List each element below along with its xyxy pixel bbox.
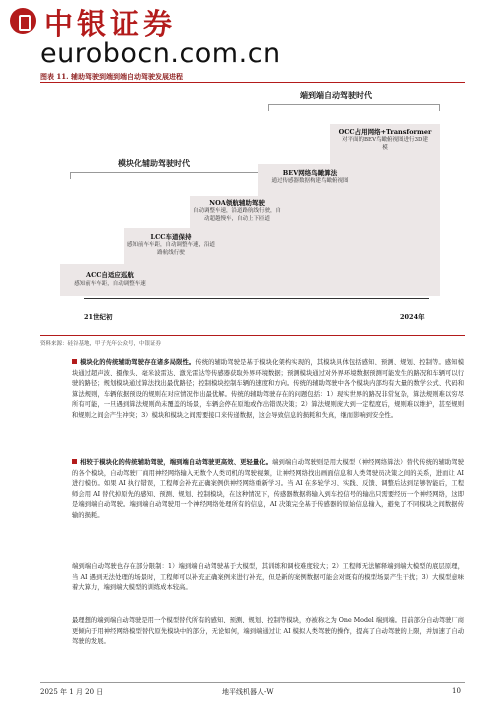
stage-lcc-title: LCC车道保持 — [150, 233, 192, 241]
divider — [40, 82, 465, 83]
footer-divider — [40, 682, 465, 683]
axis-start-label: 21世纪初 — [84, 313, 113, 321]
stage-acc-desc: 感知前车车距，自动调整车速 — [74, 281, 146, 287]
page-number: 10 — [452, 687, 461, 695]
stage-noa-desc: 自动调整车速，沿道路航线行驶，自动超越慢车，自动上下匝道 — [192, 208, 281, 222]
era-label-end-to-end: 端到端自动驾驶时代 — [300, 90, 372, 100]
paragraph-2-text: 端到端自动驾驶则是用大模型（神经网络算法）替代传统的辅助驾驶的各个模块，自动驾驶厂商用神经网络输入无数个人类司机的驾驶视频，让神经网络找出画面信息和人类驾驶员决策之间的关系，进而让 AI 进行模仿。如果 AI 执行错误，工程师会补充正确案例供神经网络重新学习。当 AI 在多轮学习、实践、反馈、调整后达到足够智能后，工程师会用 AI 替代掉原先的感知、预测、规划、控制模块，在这种情况下，传感器数据将输入到车控信号的输出只需要经历一个神经网络，这即是端到端自动驾驶。端到端自动驾驶用一个神经网络处理所有的信息，AI 决策完全基于传感器的原始信息输入，避免了不同模块之间数据传输的损耗。 — [72, 459, 465, 519]
paragraph-4 — [72, 616, 464, 648]
footer-title: 地平线机器人-W — [222, 688, 274, 696]
timeline-axis — [84, 298, 429, 299]
paragraph-2 — [72, 458, 464, 522]
bullet-square-icon — [72, 359, 77, 364]
paragraph-3-text: 端到端自动驾驶也存在部分限制：1）端到端自动驾驶基于大模型，其训练和调校难度较大；2）工程师无法解释端到端大模型的底层原理，当 AI 遇到无法处理的场景时，工程师可以补充正确案例来进行补充，但是新的案例数据可能会对既有的模型场景产生干扰；3）大模型意味着大算力，端到端大模型的训练成本较高。 — [72, 563, 464, 592]
logo-text: 中银证券 — [44, 7, 177, 41]
paragraph-1 — [72, 358, 464, 422]
figure-source: 资料来源：硅谷基地，甲子光年公众号，中银证券 — [40, 341, 162, 347]
stage-acc-title: ACC自适应巡航 — [86, 271, 134, 279]
stage-occ-desc: 对平面的BEV鸟瞰俯视图进行3D建模 — [342, 137, 428, 151]
figure-title: 图表 11. 辅助驾驶到端到端自动驾驶发展进程 — [40, 72, 184, 81]
paragraph-2-lead: 相较于模块化的传统辅助驾驶，端到端自动驾驶更高效、更轻量化。 — [80, 459, 273, 466]
axis-end-label: 2024年 — [400, 313, 425, 321]
paragraph-1-lead: 模块化的传统辅助驾驶存在诸多局限性。 — [80, 359, 196, 366]
era-bracket-right — [268, 104, 440, 111]
era-bracket-left — [70, 172, 272, 179]
watermark: eurobocn.com.cn — [40, 38, 281, 69]
stage-bev-title: BEV网络鸟瞰算法 — [282, 169, 338, 177]
bank-logo-icon — [10, 8, 36, 34]
era-label-modular: 模块化辅助驾驶时代 — [118, 158, 190, 168]
stage-bev-desc: 通过传感器数据构建鸟瞰俯视图 — [271, 178, 349, 184]
header — [6, 2, 496, 40]
paragraph-3 — [72, 562, 464, 594]
stage-occ-title: OCC占用网络+Transformer — [338, 128, 432, 136]
stage-lcc-desc: 感知前车车距，自动调整车速，沿道路航线行驶 — [126, 242, 215, 256]
stage-noa-title: NOA领航辅助驾驶 — [209, 199, 265, 207]
footer-date: 2025 年 1 月 20 日 — [40, 688, 104, 696]
source-divider — [40, 335, 465, 336]
paragraph-1-text: 传统的辅助驾驶是基于模块化架构实现的，其模块具体包括感知、预测、规划、控制等。感知模块通过超声波、摄像头、毫米波雷达、激光雷达等传感器获取外界环境数据；预测模块通过对外界环境数据预测可能发生的路况和车辆可以行驶的路径；规划模块通过算法找出最优路径；控制模块控制车辆的速度和方向。传统的辅助驾驶中各个模块内部均有大量的数学公式、代码和算法规则，车辆依据预设的规则在对应情况作出最优解。传统的辅助驾驶存在的问题包括：1）现实世界的路况非常复杂，算法规则难以穷尽所有可能，一旦遇到算法规则尚未覆盖的场景，车辆会停在原地或作出错误决策；2）算法规则庞大到一定程度后，规则难以维护，甚至规则和规则之间会产生冲突；3）模块和模块之间需要接口来传递数据，这会导致信息的损耗和失真，继而影响到安全性。 — [72, 359, 465, 419]
paragraph-4-text: 最理想的端到端自动驾驶是用一个模型替代所有的感知、预测、规划、控制等模块，亦被称之为 One Model 端到端。目前部分自动驾驶厂商更倾向于用神经网络模型替代原先模块中的部分，无论如何，端到端通过让 AI 模拟人类驾驶的操作，提高了自动驾驶的上限，并加速了自动驾驶的发展。 — [72, 617, 464, 646]
bullet-square-icon — [72, 459, 77, 464]
